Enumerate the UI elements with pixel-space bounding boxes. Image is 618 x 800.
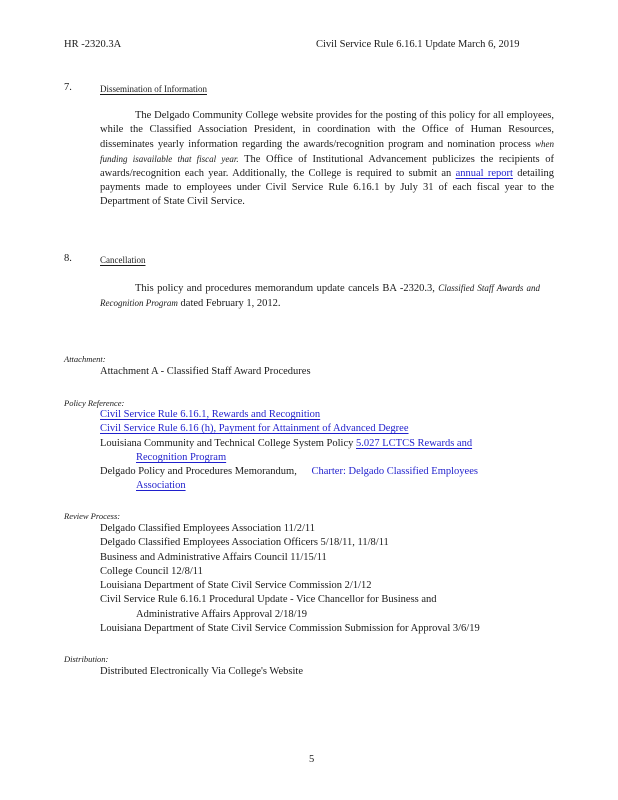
section-body [100, 281, 540, 311]
body-italic-text: Classified Staff Awards and Recognition Program [100, 283, 540, 308]
attachment-label: Attachment: [64, 354, 106, 364]
review-item: Delgado Classified Employees Association 11/2/11 [100, 523, 316, 534]
review-item: Delgado Classified Employees Association Officers 5/18/11, 11/8/11 [100, 537, 389, 548]
section-number: 7. [64, 82, 72, 93]
lctcs-policy-link-continued[interactable]: Recognition Program [136, 452, 227, 463]
review-process-label: Review Process: [64, 511, 121, 521]
review-item: Civil Service Rule 6.16.1 Procedural Update - Vice Chancellor for Business and [100, 594, 437, 605]
body-text: dated February 1, 2012. [180, 298, 281, 309]
review-item: College Council 12/8/11 [100, 566, 203, 577]
document-code: HR -2320.3A [64, 39, 122, 50]
header-update-note: Civil Service Rule 6.16.1 Update March 6, 2019 [316, 39, 520, 50]
review-item-continued: Administrative Affairs Approval 2/18/19 [136, 609, 307, 620]
charter-link-continued[interactable]: Association [136, 480, 186, 491]
lctcs-policy-reference [100, 437, 472, 451]
distribution-label: Distribution: [64, 654, 109, 664]
section-body [100, 109, 554, 209]
body-text: This policy and procedures memorandum update cancels BA -2320.3, [135, 283, 435, 294]
page-number: 5 [309, 754, 315, 765]
charter-reference [100, 465, 478, 479]
reference-text: Delgado Policy and Procedures Memorandum, [100, 466, 297, 477]
review-item: Business and Administrative Affairs Council 11/15/11 [100, 552, 327, 563]
section-title: Cancellation [100, 255, 146, 265]
attachment-item: Attachment A - Classified Staff Award Procedures [100, 366, 311, 377]
section-number: 8. [64, 253, 72, 264]
rule-6-16-h-link[interactable]: Civil Service Rule 6.16 (h), Payment for Attainment of Advanced Degree [100, 423, 409, 434]
review-item: Louisiana Department of State Civil Service Commission Submission for Approval 3/6/19 [100, 623, 480, 634]
lctcs-policy-link[interactable]: 5.027 LCTCS Rewards and [356, 438, 473, 449]
reference-text: Louisiana Community and Technical College System Policy [100, 438, 354, 449]
charter-link[interactable]: Charter: Delgado Classified Employees [311, 466, 478, 477]
section-title: Dissemination of Information [100, 84, 207, 94]
rule-6-16-1-link[interactable]: Civil Service Rule 6.16.1, Rewards and Recognition [100, 409, 321, 420]
distribution-item: Distributed Electronically Via College's Website [100, 666, 303, 677]
policy-reference-label: Policy Reference: [64, 398, 125, 408]
review-item: Louisiana Department of State Civil Service Commission 2/1/12 [100, 580, 372, 591]
body-text: The Delgado Community College website provides for the posting of this policy for all employees, while the Classified Association President, in coordination with the Office of Human Resources, disseminates yearly information regarding the awards/recognition program and nomination process [100, 110, 554, 150]
body-italic-text: when funding isavailable that fiscal year. [100, 139, 554, 164]
body-text: The Office of Institutional Advancement publicizes the recipients of awards/recognition each year. Additionally, the College is required to submit an [100, 154, 554, 179]
annual-report-link[interactable]: annual report [455, 168, 513, 179]
body-text: detailing payments made to employees under Civil Service Rule 6.16.1 by July 31 of each fiscal year to the Department of State Civil Service. [100, 168, 555, 207]
